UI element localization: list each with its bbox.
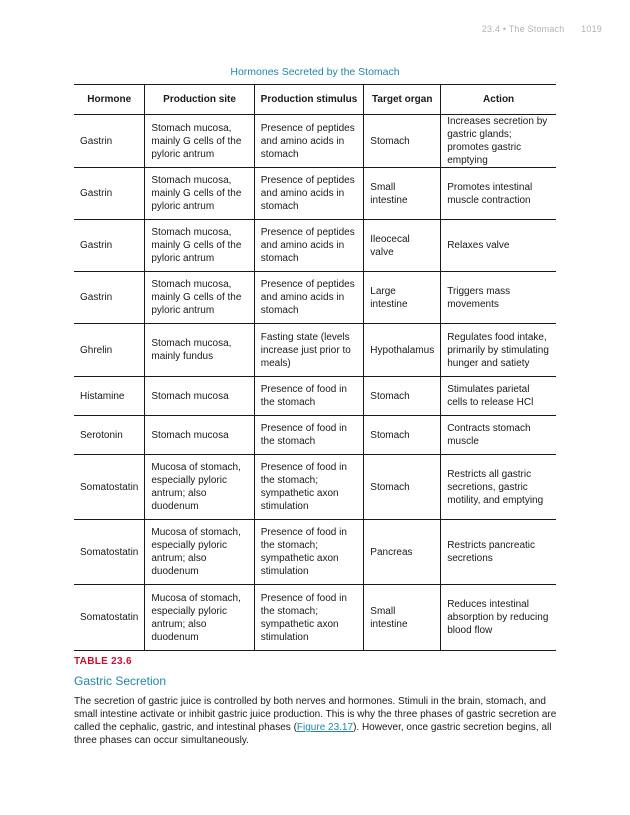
section-heading: Gastric Secretion	[74, 674, 167, 688]
cell-action: Triggers mass movements	[441, 272, 556, 324]
body-paragraph	[74, 695, 560, 747]
cell-production-stimulus: Fasting state (levels increase just prior to meals)	[254, 324, 364, 377]
table-row	[74, 520, 556, 585]
cell-production-stimulus: Presence of food in the stomach; sympathetic axon stimulation	[254, 585, 364, 651]
running-head	[482, 24, 602, 34]
cell-hormone: Somatostatin	[74, 455, 145, 520]
cell-action: Regulates food intake, primarily by stimulating hunger and satiety	[441, 324, 556, 377]
cell-hormone: Somatostatin	[74, 585, 145, 651]
header-production-stimulus: Production stimulus	[254, 85, 364, 115]
figure-link[interactable]: Figure 23.17	[296, 722, 354, 733]
cell-action: Stimulates parietal cells to release HCl	[441, 377, 556, 416]
cell-production-stimulus: Presence of peptides and amino acids in stomach	[254, 115, 364, 168]
cell-action: Restricts all gastric secretions, gastric motility, and emptying	[441, 455, 556, 520]
paragraph-text-start: The secretion of gastric juice is controlled by both nerves and hormones. Stimuli in the brain, stomach, and small intestine activate or inhibit gastric juice production. This is why the three phases of gastric secretion are called the cephalic, gastric, and intestinal phases (	[74, 696, 557, 733]
cell-target-organ: Pancreas	[364, 520, 441, 585]
cell-production-stimulus: Presence of food in the stomach; sympathetic axon stimulation	[254, 520, 364, 585]
header-hormone: Hormone	[74, 85, 145, 115]
header-target-organ: Target organ	[364, 85, 441, 115]
cell-target-organ: Stomach	[364, 455, 441, 520]
cell-production-stimulus: Presence of food in the stomach; sympathetic axon stimulation	[254, 455, 364, 520]
cell-hormone: Gastrin	[74, 168, 145, 220]
cell-target-organ: Stomach	[364, 377, 441, 416]
cell-production-site: Mucosa of stomach, especially pyloric antrum; also duodenum	[145, 520, 254, 585]
paragraph-text-end: ). However, once gastric secretion begins, all three phases can occur simultaneously.	[74, 722, 552, 746]
cell-action: Reduces intestinal absorption by reducing blood flow	[441, 585, 556, 651]
cell-production-site: Stomach mucosa, mainly G cells of the pyloric antrum	[145, 220, 254, 272]
running-head-section: 23.4 • The Stomach	[481, 24, 565, 34]
cell-production-stimulus: Presence of peptides and amino acids in stomach	[254, 220, 364, 272]
table-row	[74, 272, 556, 324]
cell-production-site: Stomach mucosa	[145, 377, 254, 416]
cell-target-organ: Ileocecal valve	[364, 220, 441, 272]
hormones-table	[74, 84, 556, 651]
table-row	[74, 585, 556, 651]
table-row	[74, 168, 556, 220]
table-row	[74, 416, 556, 455]
cell-production-stimulus: Presence of food in the stomach	[254, 416, 364, 455]
table-row	[74, 377, 556, 416]
cell-hormone: Gastrin	[74, 115, 145, 168]
cell-production-stimulus: Presence of peptides and amino acids in stomach	[254, 168, 364, 220]
cell-action: Promotes intestinal muscle contraction	[441, 168, 556, 220]
cell-hormone: Ghrelin	[74, 324, 145, 377]
cell-production-site: Mucosa of stomach, especially pyloric antrum; also duodenum	[145, 455, 254, 520]
page-number: 1019	[581, 24, 602, 34]
cell-production-stimulus: Presence of food in the stomach	[254, 377, 364, 416]
cell-target-organ: Large intestine	[364, 272, 441, 324]
cell-hormone: Gastrin	[74, 220, 145, 272]
header-production-site: Production site	[145, 85, 254, 115]
table-row	[74, 220, 556, 272]
cell-hormone: Histamine	[74, 377, 145, 416]
cell-action: Increases secretion by gastric glands; promotes gastric emptying	[441, 115, 556, 168]
cell-hormone: Gastrin	[74, 272, 145, 324]
cell-production-site: Stomach mucosa, mainly G cells of the pyloric antrum	[145, 272, 254, 324]
table-header-row	[74, 85, 556, 115]
cell-target-organ: Small intestine	[364, 168, 441, 220]
cell-action: Relaxes valve	[441, 220, 556, 272]
cell-action: Contracts stomach muscle	[441, 416, 556, 455]
cell-hormone: Serotonin	[74, 416, 145, 455]
cell-target-organ: Stomach	[364, 115, 441, 168]
table-row	[74, 115, 556, 168]
cell-target-organ: Hypothalamus	[364, 324, 441, 377]
table-row	[74, 455, 556, 520]
cell-hormone: Somatostatin	[74, 520, 145, 585]
table-title: Hormones Secreted by the Stomach	[230, 66, 400, 78]
cell-production-site: Mucosa of stomach, especially pyloric antrum; also duodenum	[145, 585, 254, 651]
table-row	[74, 324, 556, 377]
cell-production-site: Stomach mucosa	[145, 416, 254, 455]
cell-production-stimulus: Presence of peptides and amino acids in stomach	[254, 272, 364, 324]
cell-target-organ: Small intestine	[364, 585, 441, 651]
cell-production-site: Stomach mucosa, mainly G cells of the pyloric antrum	[145, 168, 254, 220]
cell-action: Restricts pancreatic secretions	[441, 520, 556, 585]
cell-production-site: Stomach mucosa, mainly fundus	[145, 324, 254, 377]
header-action: Action	[441, 85, 556, 115]
cell-target-organ: Stomach	[364, 416, 441, 455]
table-label: TABLE 23.6	[74, 656, 132, 667]
cell-production-site: Stomach mucosa, mainly G cells of the pyloric antrum	[145, 115, 254, 168]
